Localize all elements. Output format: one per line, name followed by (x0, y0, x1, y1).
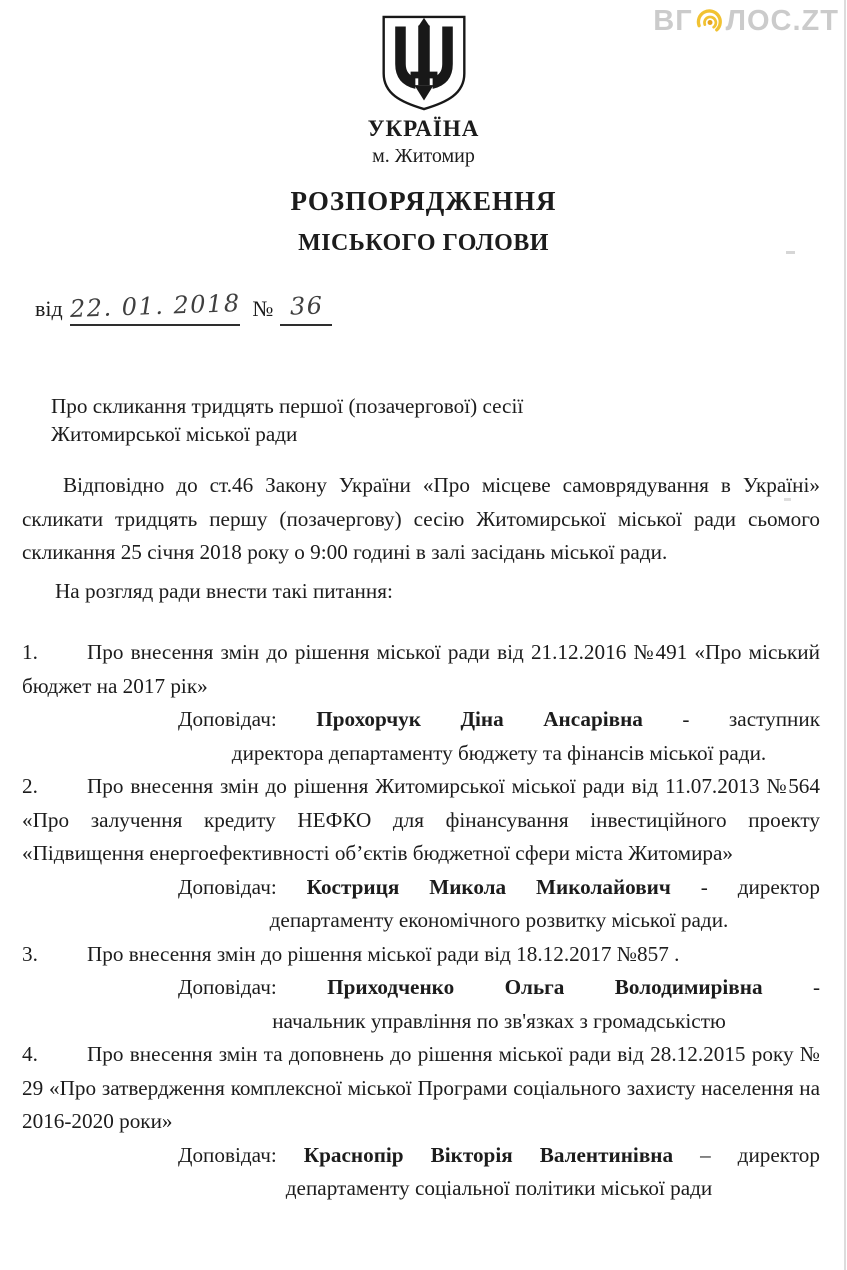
date-number-line (35, 289, 847, 326)
number-blank-line (280, 293, 332, 326)
item-number: 1. (22, 640, 38, 664)
document-title: РОЗПОРЯДЖЕННЯ (290, 186, 557, 216)
from-label: від (35, 296, 63, 321)
reporter-name: Прохорчук Діна Ансарівна (316, 707, 643, 731)
number-sign: № (252, 296, 274, 321)
reporter-label: Доповідач: (178, 874, 277, 899)
watermark-prefix: ВГ (653, 5, 693, 37)
reporter-role-continuation: начальник управління по зв'язках з громадськістю (272, 1008, 726, 1033)
reporter-name: Приходченко Ольга Володимирівна (327, 975, 763, 999)
reporter-block-3 (178, 971, 820, 1038)
subject-line-2: Житомирської міської ради (51, 421, 298, 446)
document-subtitle: МІСЬКОГО ГОЛОВИ (298, 230, 549, 256)
item-text: Про внесення змін та доповнень до рішення міської ради від 28.12.2015 року № 29 «Про затвердження комплексної міської Програми соціального захисту населення на 2016-2020 роки» (22, 1042, 820, 1133)
handwritten-number: 36 (289, 291, 324, 321)
reporter-line (178, 1139, 820, 1173)
reporter-block-1 (178, 703, 820, 770)
country-name: УКРАЇНА (367, 116, 480, 141)
item-number: 2. (22, 774, 38, 798)
reporter-role-continuation: департаменту економічного розвитку міської ради. (269, 908, 729, 932)
spiral-dot (707, 20, 712, 25)
date-blank-line (69, 289, 241, 326)
subject-line-1: Про скликання тридцять першої (позачергової) сесії (51, 394, 524, 418)
reporter-role-continuation: директора департаменту бюджету та фінансів міської ради. (231, 740, 767, 765)
item-text: Про внесення змін до рішення Житомирської міської ради від 11.07.2013 №564 «Про залучення кредиту НЕФКО для фінансування інвестиційного проекту «Підвищення енергоефективності об’єктів бюджетної сфери міста Житомира» (22, 774, 820, 865)
handwritten-date: 22. 01. 2018 (69, 289, 241, 323)
reporter-block-4 (178, 1139, 820, 1206)
vgolos-spiral-icon (696, 8, 723, 35)
reporter-name: Краснопір Вікторія Валентинівна (303, 1142, 674, 1167)
item-text: Про внесення змін до рішення міської ради від 21.12.2016 №491 «Про міський бюджет на 2017 рік» (22, 640, 820, 698)
document-body (22, 393, 820, 1206)
reporter-role-continuation: департаменту соціальної політики міської ради (285, 1176, 713, 1200)
reporter-line (178, 871, 820, 905)
reporter-name: Костриця Микола Миколайович (306, 874, 671, 899)
scan-artifact (786, 251, 795, 254)
watermark-suffix: ЛОС.ZT (725, 5, 839, 37)
scan-edge-artifact (844, 0, 846, 1270)
reporter-role: - директор (700, 874, 820, 899)
city-name: м. Житомир (372, 145, 475, 167)
agenda-lead: На розгляд ради внести такі питання: (55, 578, 393, 603)
reporter-label: Доповідач: (178, 975, 277, 999)
subject-block (51, 393, 820, 448)
agenda-item-1 (22, 636, 820, 703)
vgolos-zt-watermark (653, 5, 839, 38)
agenda-item-4 (22, 1038, 820, 1139)
intro-paragraph: Відповідно до ст.46 Закону України «Про місцеве самоврядування в Україні» скликати тридцять першу (позачергову) сесію Житомирської міської ради сьомого скликання 25 січня 2018 року о 9:00 годині в залі засідань міської ради. (22, 473, 820, 564)
reporter-role: – директор (700, 1142, 820, 1167)
reporter-line (178, 703, 820, 737)
document-header (0, 0, 847, 257)
item-number: 3. (22, 941, 38, 966)
reporter-label: Доповідач: (178, 707, 277, 731)
agenda-item-2 (22, 770, 820, 871)
reporter-role: - заступник (682, 707, 820, 731)
agenda-items (22, 636, 820, 1206)
ukraine-trident-emblem (376, 14, 472, 112)
agenda-item-3 (22, 938, 820, 972)
item-text: Про внесення змін до рішення міської ради від 18.12.2017 №857 . (87, 941, 680, 966)
reporter-line (178, 971, 820, 1005)
scan-artifact (784, 498, 791, 501)
item-number: 4. (22, 1042, 38, 1066)
reporter-block-2 (178, 871, 820, 938)
reporter-label: Доповідач: (178, 1142, 277, 1167)
reporter-role: - (812, 975, 820, 999)
